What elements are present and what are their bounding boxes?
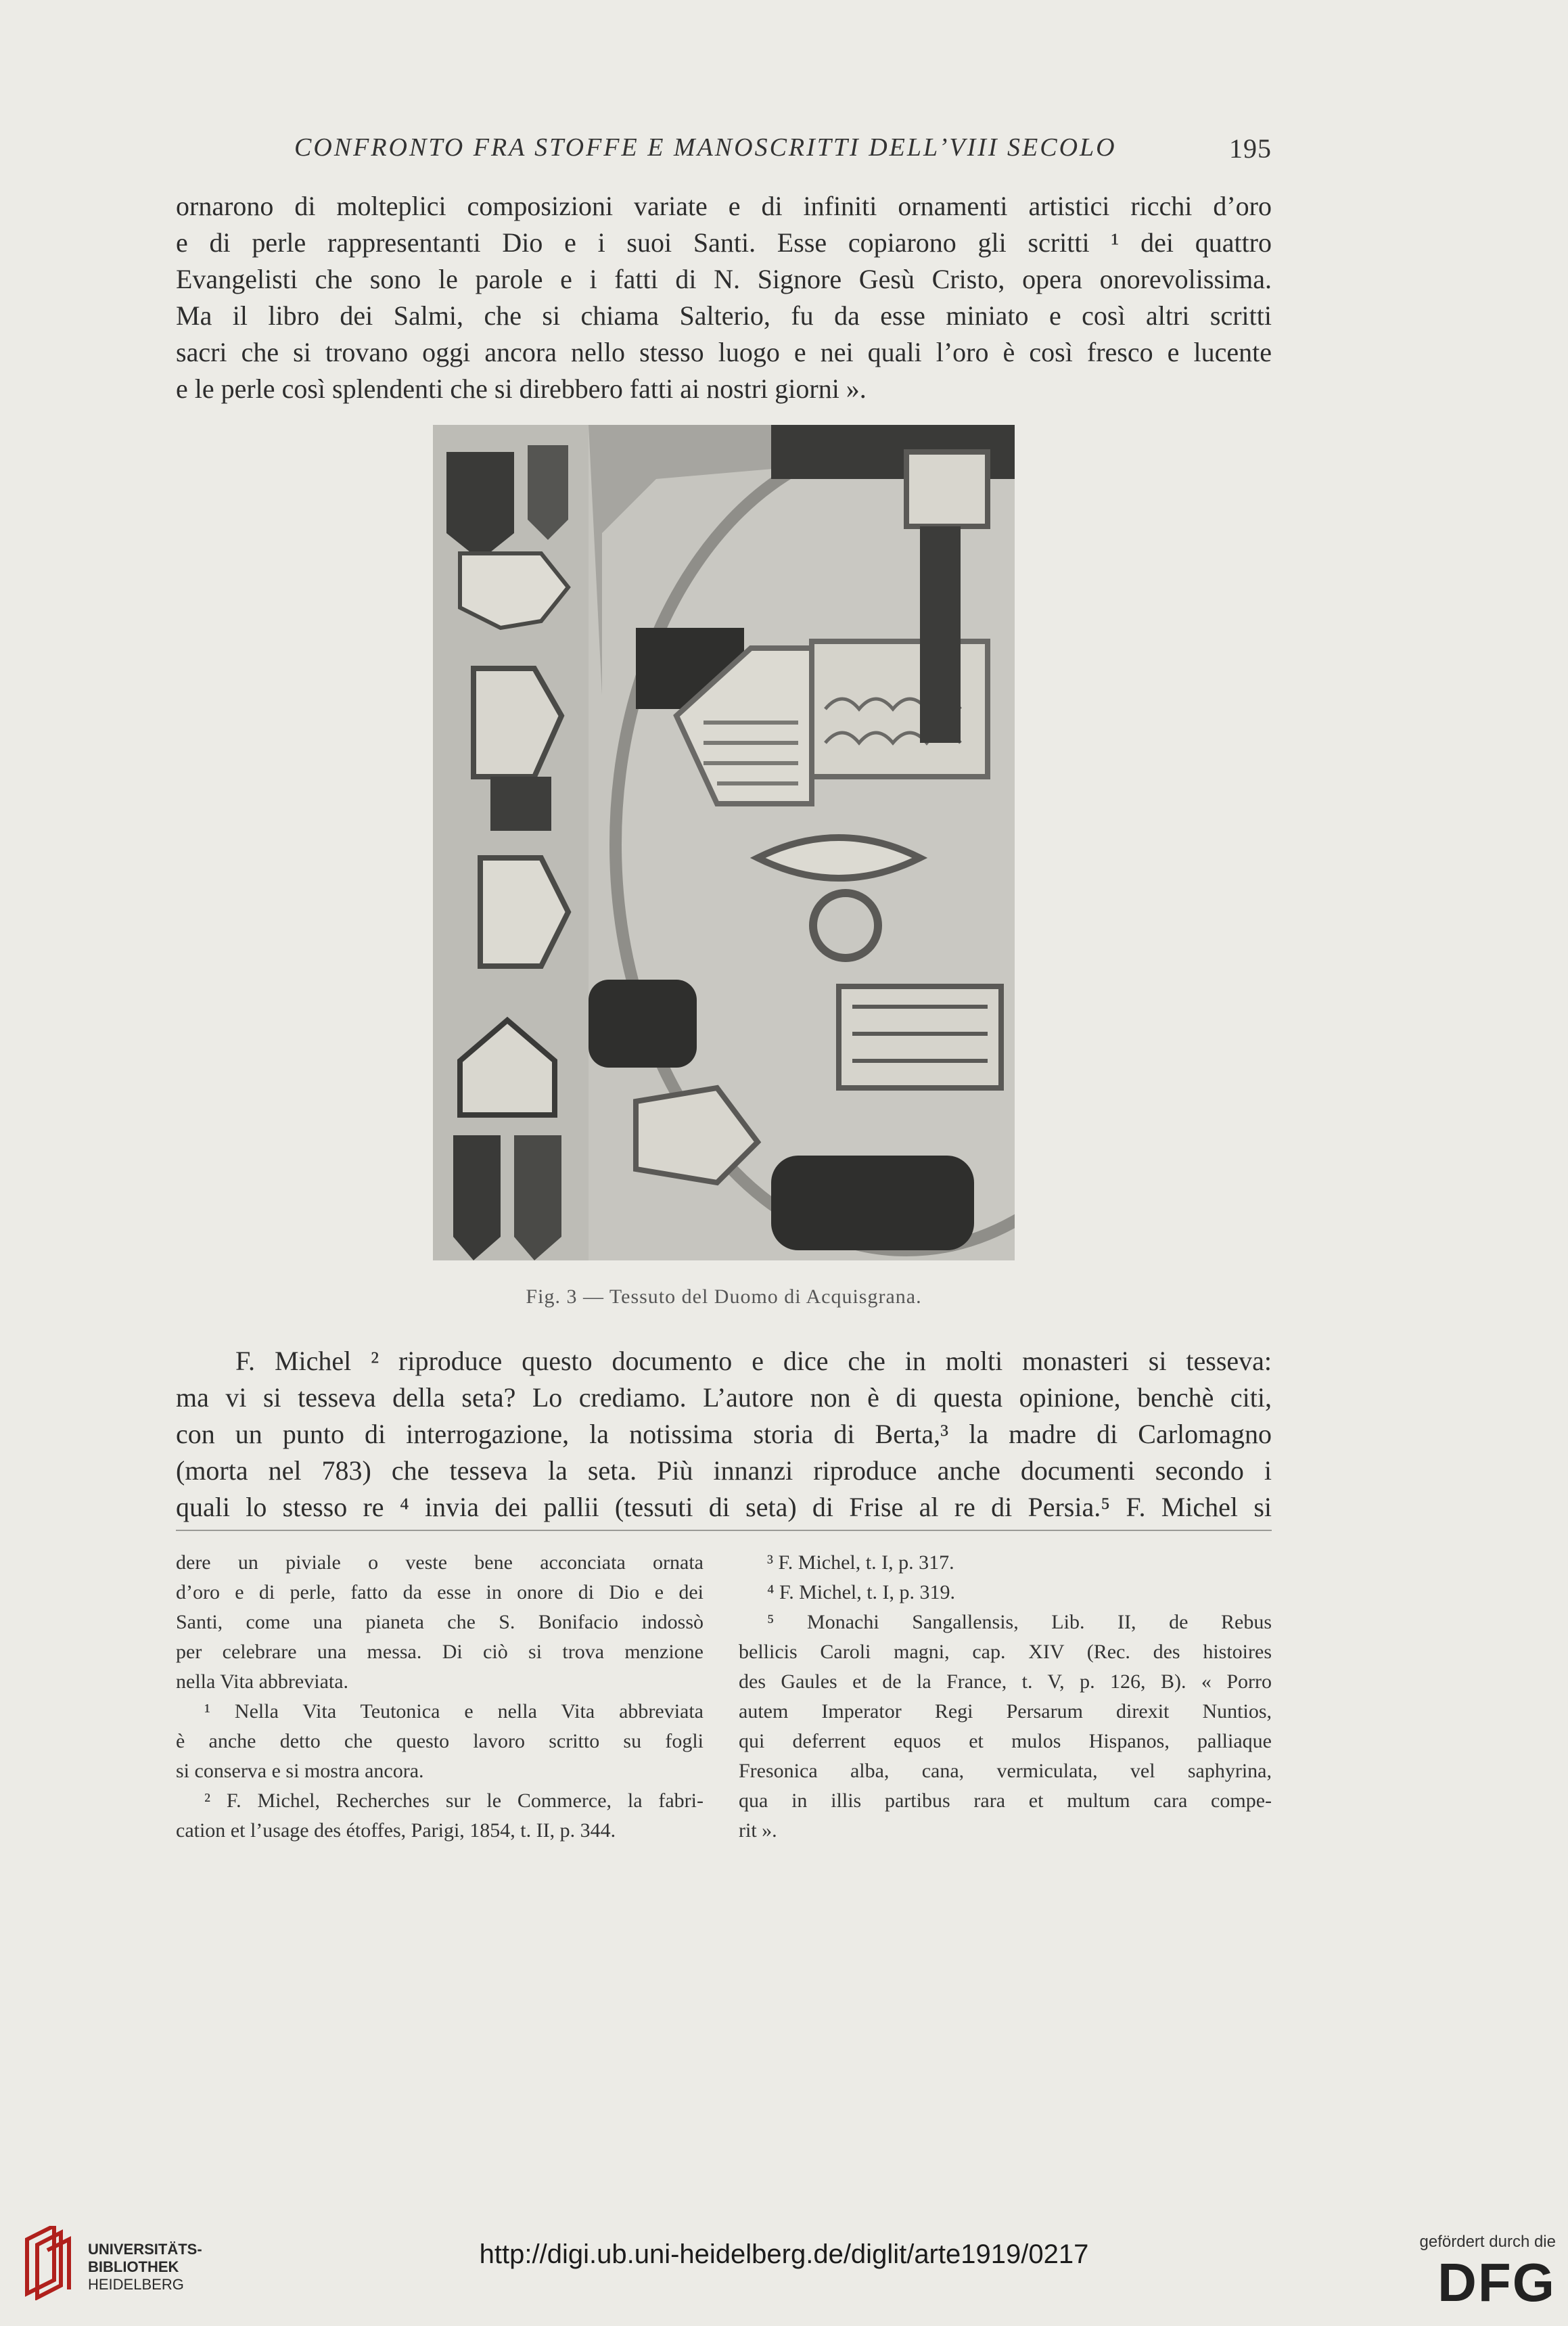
text-line: sacri che si trovano oggi ancora nello stesso luogo e nei quali l’oro è così fresco e lucente	[176, 337, 1272, 367]
footnote-line: ² F. Michel, Recherches sur le Commerce, la fabri-	[204, 1789, 704, 1812]
text-line: e le perle così splendenti che si direbbero fatti ai nostri giorni ».	[176, 373, 867, 404]
running-title: CONFRONTO FRA STOFFE E MANOSCRITTI DELL’VIII SECOLO	[294, 133, 1117, 162]
footnote-line: cation et l’usage des étoffes, Parigi, 1854, t. II, p. 344.	[176, 1819, 616, 1842]
paragraph-1	[176, 188, 1272, 407]
footnote-line: ⁴ F. Michel, t. I, p. 319.	[767, 1581, 956, 1603]
text-line: quali lo stesso re ⁴ invia dei pallii (tessuti di seta) di Frise al re di Persia.⁵ F. Michel si	[176, 1492, 1272, 1522]
text-line: Evangelisti che sono le parole e i fatti di N. Signore Gesù Cristo, opera onorevolissima.	[176, 264, 1272, 294]
dfg-wordmark: DFG	[1437, 2252, 1556, 2312]
footnote-line: Fresonica alba, cana, vermiculata, vel saphyrina,	[739, 1760, 1272, 1782]
footnotes-left-column	[176, 1548, 704, 1846]
text-line: Ma il libro dei Salmi, che si chiama Salterio, fu da esse miniato e così altri scritti	[176, 300, 1272, 331]
footnote-separator	[176, 1530, 1272, 1531]
library-name-line: UNIVERSITÄTS-	[88, 2241, 202, 2258]
running-header	[176, 133, 1272, 173]
library-name-line: BIBLIOTHEK	[88, 2258, 179, 2275]
footnote-line: bellicis Caroli magni, cap. XIV (Rec. des histoires	[739, 1641, 1272, 1663]
footnote-line: Santi, come una pianeta che S. Bonifacio indossò	[176, 1611, 704, 1633]
dfg-logo[interactable]	[1360, 2233, 1556, 2314]
footnote-line: ³ F. Michel, t. I, p. 317.	[767, 1551, 954, 1574]
footnote-line: nella Vita abbreviata.	[176, 1670, 349, 1693]
figure-caption: Fig. 3 — Tessuto del Duomo di Acquisgrana.	[526, 1285, 922, 1308]
page-number: 195	[1229, 133, 1272, 164]
footnote-line: rit ».	[739, 1819, 777, 1842]
textile-figure	[433, 425, 1015, 1260]
footnote-line: per celebrare una messa. Di ciò si trova menzione	[176, 1641, 704, 1663]
footnote-line: d’oro e di perle, fatto da esse in onore di Dio e dei	[176, 1581, 704, 1603]
text-line: ornarono di molteplici composizioni variate e di infiniti ornamenti artistici ricchi d’oro	[176, 191, 1272, 221]
textile-photo	[433, 425, 1015, 1260]
footnote-line: qui deferrent equos et mulos Hispanos, palliaque	[739, 1730, 1272, 1752]
footnote-line: dere un piviale o veste bene acconciata ornata	[176, 1551, 704, 1574]
paragraph-2	[176, 1343, 1272, 1526]
text-line: con un punto di interrogazione, la notissima storia di Berta,³ la madre di Carlomagno	[176, 1419, 1272, 1449]
footnote-line: si conserva e si mostra ancora.	[176, 1760, 424, 1782]
library-name-line: HEIDELBERG	[88, 2276, 184, 2293]
source-url-link[interactable]: http://digi.ub.uni-heidelberg.de/diglit/arte1919/0217	[479, 2239, 1089, 2269]
text-line: e di perle rappresentanti Dio e i suoi Santi. Esse copiarono gli scritti ¹ dei quattro	[176, 227, 1272, 258]
text-line: F. Michel ² riproduce questo documento e dice che in molti monasteri si tesseva:	[235, 1346, 1272, 1376]
text-line: (morta nel 783) che tesseva la seta. Più innanzi riproduce anche documenti secondo i	[176, 1455, 1272, 1486]
dfg-caption: gefördert durch die	[1419, 2233, 1556, 2251]
footnote-line: è anche detto che questo lavoro scritto su fogli	[176, 1730, 704, 1752]
footnote-line: ⁵ Monachi Sangallensis, Lib. II, de Rebus	[767, 1611, 1272, 1633]
text-line: ma vi si tesseva della seta? Lo crediamo. L’autore non è di questa opinione, benchè citi,	[176, 1382, 1272, 1413]
footnote-line: autem Imperator Regi Persarum direxit Nuntios,	[739, 1700, 1272, 1723]
footnote-line: des Gaules et de la France, t. V, p. 126, B). « Porro	[739, 1670, 1272, 1693]
footnotes-right-column	[739, 1548, 1272, 1846]
footnote-line: ¹ Nella Vita Teutonica e nella Vita abbreviata	[204, 1700, 704, 1723]
footnote-line: qua in illis partibus rara et multum cara compe-	[739, 1789, 1272, 1812]
